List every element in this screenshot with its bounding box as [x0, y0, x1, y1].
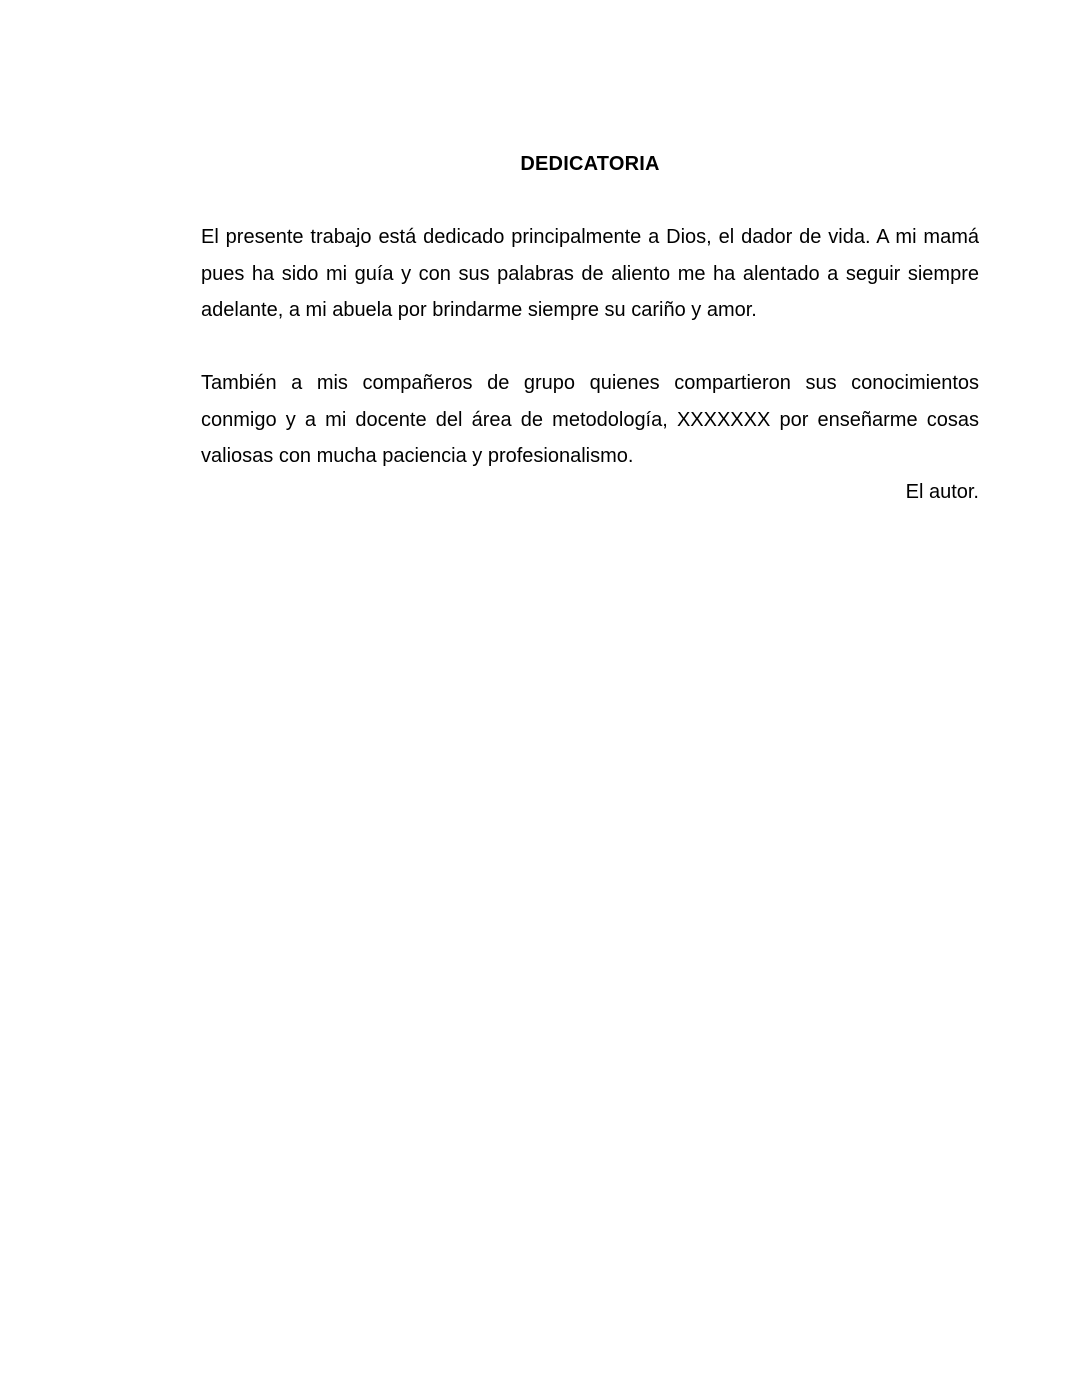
- paragraph-dedication-family: El presente trabajo está dedicado principalmente a Dios, el dador de vida. A mi mamá pues ha sido mi guía y con sus palabras de aliento me ha alentado a seguir siempre adelante, a mi abuela por brindarme siempre su cariño y amor.: [201, 226, 979, 321]
- paragraph-dedication-peers: También a mis compañeros de grupo quienes compartieron sus conocimientos conmigo y a mi docente del área de metodología, XXXXXXX por enseñarme cosas valiosas con mucha paciencia y profesionalismo.: [201, 372, 979, 467]
- page-title: DEDICATORIA: [520, 153, 660, 175]
- author-signature: El autor.: [905, 481, 979, 503]
